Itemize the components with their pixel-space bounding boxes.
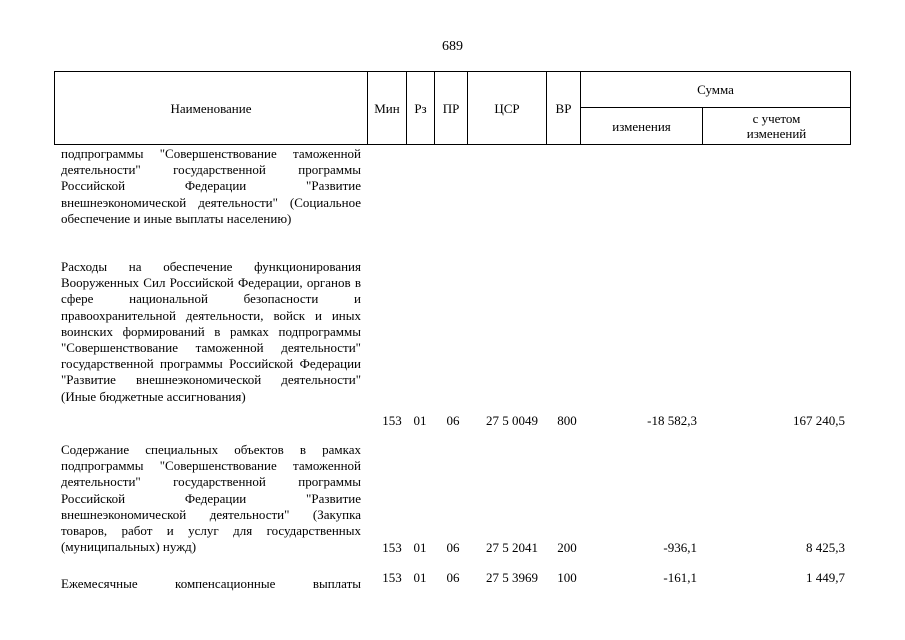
- row-change: -18 582,3: [647, 413, 697, 428]
- row-min: 153: [382, 540, 402, 555]
- row-csr: 27 5 0049: [486, 413, 538, 428]
- row-rz: 01: [413, 413, 427, 428]
- header-csr: ЦСР: [494, 100, 520, 116]
- table-row: [0, 570, 905, 591]
- row-csr: 27 5 3969: [486, 570, 538, 585]
- header-rz: Рз: [414, 100, 427, 116]
- row-rz: 01: [413, 570, 427, 585]
- row-csr: 27 5 2041: [486, 540, 538, 555]
- row-rz: 01: [413, 540, 427, 555]
- row-vr: 800: [557, 413, 577, 428]
- header-pr: ПР: [442, 100, 460, 116]
- header-name: Наименование: [170, 100, 252, 116]
- header-with-change: с учетом изменений: [746, 111, 807, 141]
- header-sum: Сумма: [697, 82, 734, 97]
- row-pr: 06: [446, 413, 460, 428]
- row-name: Расходы на обеспечение функционирования Вооруженных Сил Российской Федерации, органов в сфере национальной безопасности и правоохранительной деятельности, войск и иных воинских формирований в рамках подпрограммы "Совершенствование таможенной деятельности" государственной программы Российской Федерации "Развитие внешнеэкономической деятельности" (Иные бюджетные ассигнования): [61, 259, 361, 404]
- row-total: 1 449,7: [806, 570, 845, 585]
- page-number: 689: [442, 39, 463, 54]
- row-vr: 100: [557, 570, 577, 585]
- row-name: Содержание специальных объектов в рамках подпрограммы "Совершенствование таможенной деятельности" государственной программы Российской Федерации "Развитие внешнеэкономической деятельности" (Закупка товаров, работ и услуг для государственных (муниципальных) нужд): [61, 442, 361, 555]
- row-pr: 06: [446, 540, 460, 555]
- header-vr: ВР: [555, 100, 572, 116]
- row-name: подпрограммы "Совершенствование таможенной деятельности" государственной программы Российской Федерации "Развитие внешнеэкономической деятельности" (Социальное обеспечение и иные выплаты населению): [61, 146, 361, 226]
- table-header: [54, 71, 851, 145]
- header-min: Мин: [374, 100, 400, 116]
- row-min: 153: [382, 413, 402, 428]
- row-change: -936,1: [663, 540, 697, 555]
- row-min: 153: [382, 570, 402, 585]
- row-vr: 200: [557, 540, 577, 555]
- row-name: Ежемесячные компенсационные выплаты: [61, 576, 361, 591]
- row-total: 8 425,3: [806, 540, 845, 555]
- table-row: [0, 442, 905, 556]
- row-pr: 06: [446, 570, 460, 585]
- table-row: [0, 259, 905, 429]
- row-total: 167 240,5: [793, 413, 845, 428]
- header-change: изменения: [612, 118, 671, 134]
- row-change: -161,1: [663, 570, 697, 585]
- table-row: [0, 146, 905, 246]
